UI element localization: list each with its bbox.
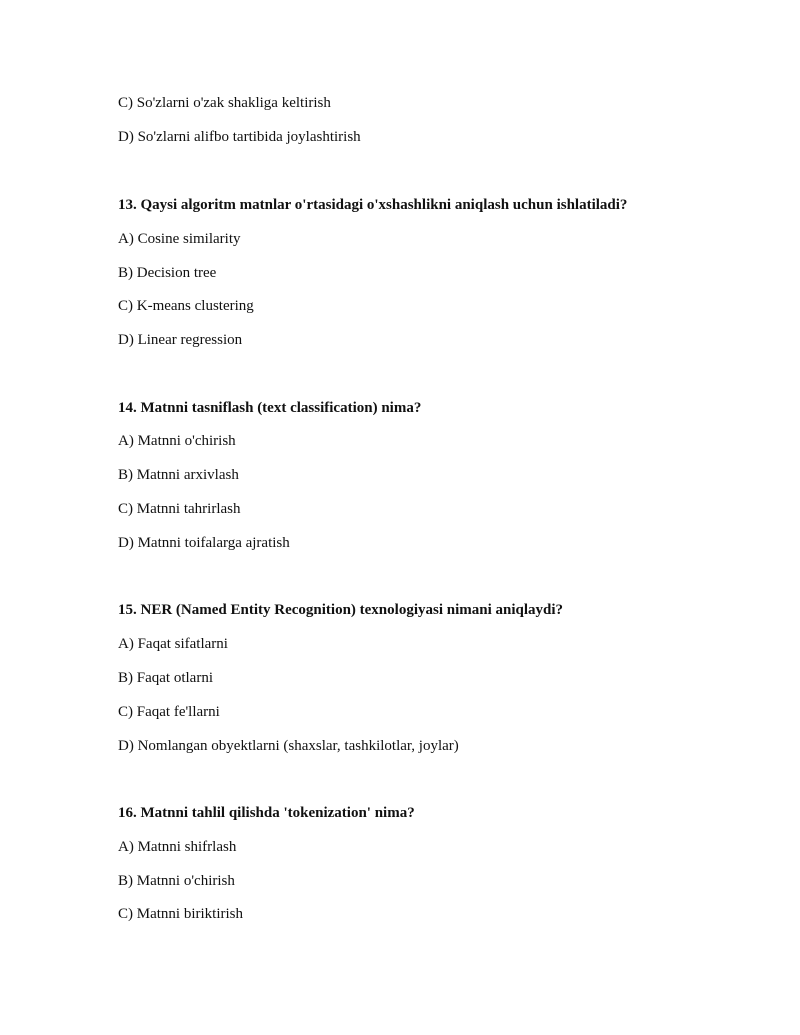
question-13-title: 13. Qaysi algoritm matnlar o'rtasidagi o'xshashlikni aniqlash uchun ishlatiladi?: [118, 197, 628, 213]
option-14-a: A) Matnni o'chirish: [118, 433, 236, 449]
option-16-b: B) Matnni o'chirish: [118, 873, 235, 889]
option-15-b: B) Faqat otlarni: [118, 670, 213, 686]
question-15-title: 15. NER (Named Entity Recognition) texnologiyasi nimani aniqlaydi?: [118, 602, 564, 618]
option-13-a: A) Cosine similarity: [118, 231, 241, 247]
question-14-title: 14. Matnni tasniflash (text classification) nima?: [118, 400, 422, 416]
option-15-a: A) Faqat sifatlarni: [118, 636, 228, 652]
option-13-b: B) Decision tree: [118, 265, 217, 281]
option-14-c: C) Matnni tahrirlash: [118, 501, 241, 517]
option-13-c: C) K-means clustering: [118, 298, 254, 314]
question-16-title: 16. Matnni tahlil qilishda 'tokenization' nima?: [118, 805, 415, 821]
option-14-b: B) Matnni arxivlash: [118, 467, 239, 483]
option-15-c: C) Faqat fe'llarni: [118, 704, 220, 720]
option-12-d: D) So'zlarni alifbo tartibida joylashtirish: [118, 129, 361, 145]
option-13-d: D) Linear regression: [118, 332, 243, 348]
option-15-d: D) Nomlangan obyektlarni (shaxslar, tashkilotlar, joylar): [118, 738, 459, 754]
option-16-a: A) Matnni shifrlash: [118, 839, 237, 855]
option-14-d: D) Matnni toifalarga ajratish: [118, 535, 290, 551]
option-12-c: C) So'zlarni o'zak shakliga keltirish: [118, 95, 331, 111]
option-16-c: C) Matnni biriktirish: [118, 906, 243, 922]
